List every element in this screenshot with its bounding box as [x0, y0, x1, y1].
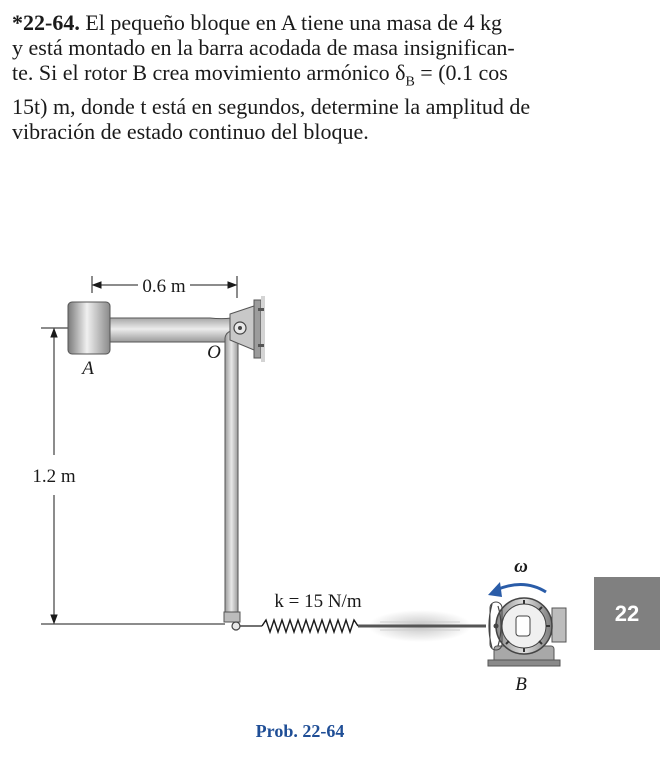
- problem-line-2: y está montado en la barra acodada de masa insignifican-: [12, 35, 515, 60]
- dimension-vertical-label: 1.2 m: [32, 466, 76, 487]
- spring: [262, 620, 358, 632]
- bar-vertical: [224, 330, 240, 622]
- spring-pin: [232, 622, 262, 630]
- block-a: [68, 302, 110, 354]
- spring-label: k = 15 N/m: [274, 591, 362, 612]
- omega-label: ω: [514, 556, 528, 577]
- dimension-horizontal-label: 0.6 m: [142, 276, 186, 297]
- problem-text-line-3a: te. Si el rotor B crea movimiento armónico δ: [12, 60, 406, 85]
- problem-number: *22-64.: [12, 10, 80, 35]
- problem-line-4: 15t) m, donde t está en segundos, determine la amplitud de: [12, 94, 531, 120]
- figure-caption: Prob. 22-64: [255, 721, 345, 741]
- label-a: A: [82, 358, 94, 379]
- problem-text-line-1: El pequeño bloque en A tiene una masa de 4 kg: [85, 10, 502, 35]
- problem-subscript-B: B: [405, 74, 415, 90]
- label-o: O: [207, 342, 221, 363]
- connecting-rod: [358, 610, 486, 642]
- chapter-tab: 22: [594, 577, 660, 650]
- rotation-arrow-icon: [488, 582, 546, 597]
- bar-horizontal: [110, 316, 240, 342]
- problem-line-5: vibración de estado continuo del bloque.: [12, 119, 369, 145]
- rotor-b: [488, 598, 566, 666]
- label-b: B: [515, 674, 527, 695]
- problem-text-line-3b: = (0.1 cos: [414, 60, 508, 85]
